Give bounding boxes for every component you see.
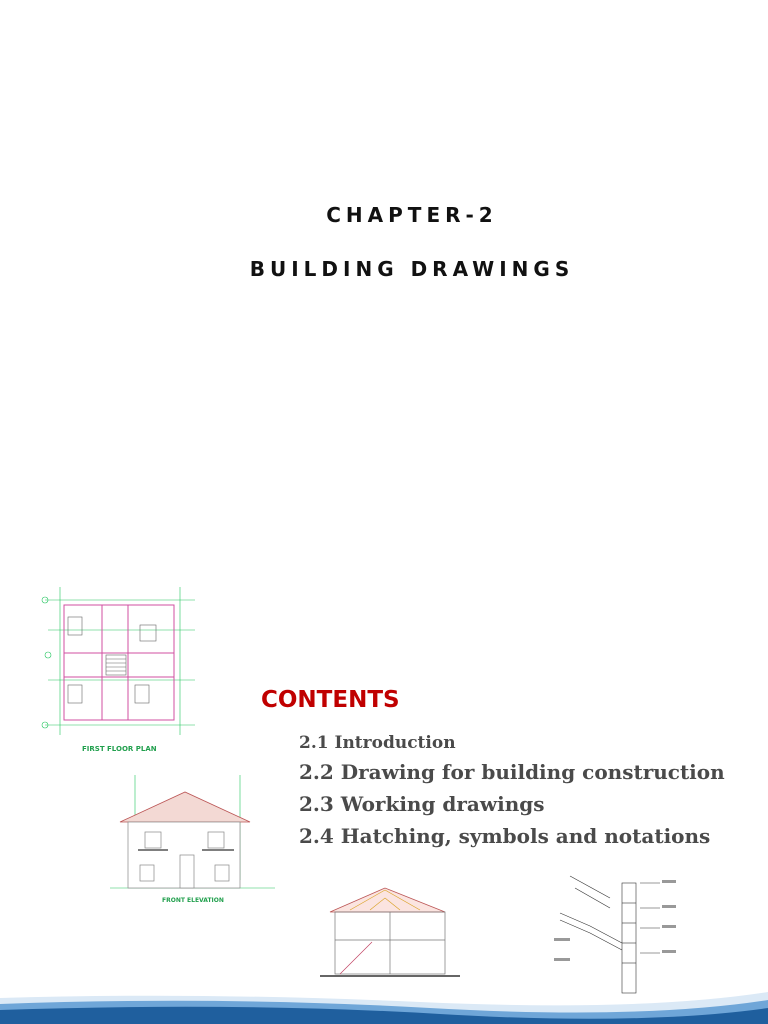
contents-item: 2.3 Working drawings: [299, 792, 545, 816]
front-elevation-image: [110, 770, 280, 915]
chapter-title: CHAPTER-2: [326, 203, 498, 227]
contents-item: 2.2 Drawing for building construction: [299, 760, 725, 784]
contents-item: 2.4 Hatching, symbols and notations: [299, 824, 711, 848]
contents-heading: CONTENTS: [261, 687, 400, 713]
contents-item: 2.1 Introduction: [299, 733, 456, 753]
first-floor-plan-image: [40, 585, 200, 755]
book-title: BUILDING DRAWINGS: [249, 257, 575, 281]
elevation-caption: FRONT ELEVATION: [162, 897, 224, 904]
plan-caption: FIRST FLOOR PLAN: [82, 745, 157, 753]
contents-list: [299, 730, 725, 852]
section-drawing-image: [320, 880, 460, 990]
footer-wave: [0, 990, 768, 1024]
construction-detail-image: [550, 868, 680, 998]
